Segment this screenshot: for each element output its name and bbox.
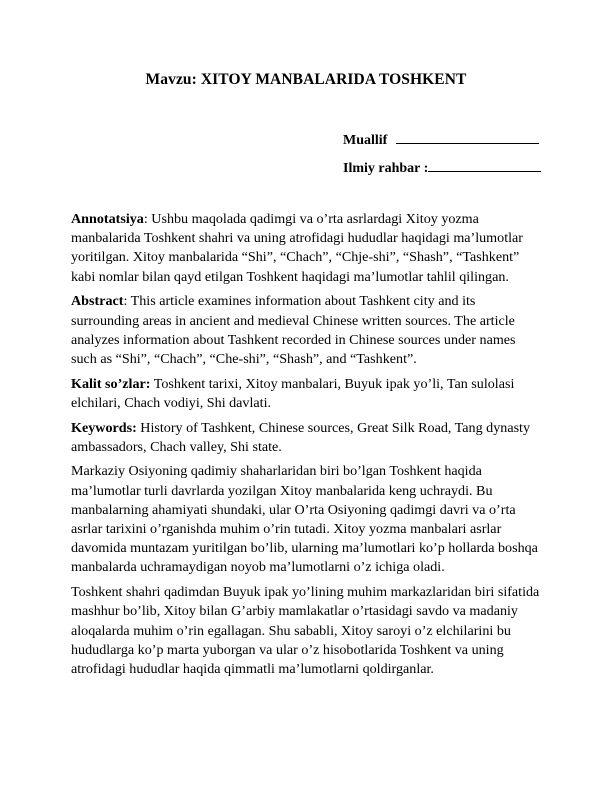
abstract-text: This article examines information about Tashkent city and its surrounding areas in ancient and medieval Chinese written sources. The article analyzes information about Tashkent recorded in Chinese sources under names such as “Shi”, “Chach”, “Che-shi”, “Shash”, and “Tashkent”. [71, 293, 516, 367]
author-blank-line [396, 129, 539, 144]
body-paragraph-2: Toshkent shahri qadimdan Buyuk ipak yo’lining muhim markazlaridan biri sifatida mashhur bo’lib, Xitoy bilan G’arbiy mamlakatlar o’rtasidagi savdo va madaniy aloqalarda muhim o’rin egallagan. Shu sababli, Xitoy saroyi o’z elchilarini bu hududlarga ko’p marta yuborgan va ular o’z hisobotlarida Toshkent va uning atrofidagi hududlar haqida qimmatli ma’lumotlarni qoldirganlar. [71, 584, 540, 677]
annotatsiya-label: Annotatsiya [71, 211, 144, 227]
advisor-label: Ilmiy rahbar : [343, 161, 429, 176]
kalit-text: Toshkent tarixi, Xitoy manbalari, Buyuk ipak yo’li, Tan sulolasi elchilari, Chach vodiyi, Shi davlati. [71, 375, 515, 411]
keywords-paragraph [71, 419, 543, 457]
keywords-text: History of Tashkent, Chinese sources, Great Silk Road, Tang dynasty ambassadors, Chach valley, Shi state. [71, 419, 531, 455]
advisor-row [343, 157, 541, 177]
author-row [343, 129, 539, 149]
abstract-label: Abstract [71, 293, 124, 310]
keywords-label: Keywords: [71, 419, 137, 436]
author-label: Muallif [343, 133, 388, 148]
annotatsiya-text: Ushbu maqolada qadimgi va o’rta asrlardagi Xitoy yozma manbalarida Toshkent shahri va uning atrofidagi hududlar haqidagi ma’lumotlar yoritilgan. Xitoy manbalarida “Shi”, “Chach”, “Chje-shi”, “Shash”, “Tashkent” kabi nomlar bilan qayd etilgan Toshkent haqidagi ma’lumotlar tahlil qilingan. [71, 211, 523, 285]
advisor-blank-line [428, 157, 541, 172]
annotatsiya-paragraph [71, 210, 543, 287]
paper-body [71, 210, 543, 685]
annotatsiya-separator: : [143, 211, 152, 227]
abstract-separator: : [123, 293, 131, 310]
body-paragraph-1: Markaziy Osiyoning qadimiy shaharlaridan biri bo’lgan Toshkent haqida ma’lumotlar turli davrlarda yozilgan Xitoy manbalarida keng uchraydi. Bu manbalarning ahamiyati shundaki, ular O’rta Osiyoning qadimgi davri va o’rta asrlar tarixini o’rganishda muhim o’rin tutadi. Xitoy yozma manbalari asrlar davomida muntazam yuritilgan bo’lib, ularning ma’lumotlari ko’p hollarda boshqa manbalarda uchramaydigan noyob ma’lumotlarni o’z ichiga oladi. [71, 463, 538, 576]
abstract-paragraph [71, 292, 543, 369]
kalit-paragraph [71, 375, 543, 413]
paper-title: Mavzu: XITOY MANBALARIDA TOSHKENT [145, 71, 467, 88]
kalit-label: Kalit so’zlar: [71, 375, 151, 392]
